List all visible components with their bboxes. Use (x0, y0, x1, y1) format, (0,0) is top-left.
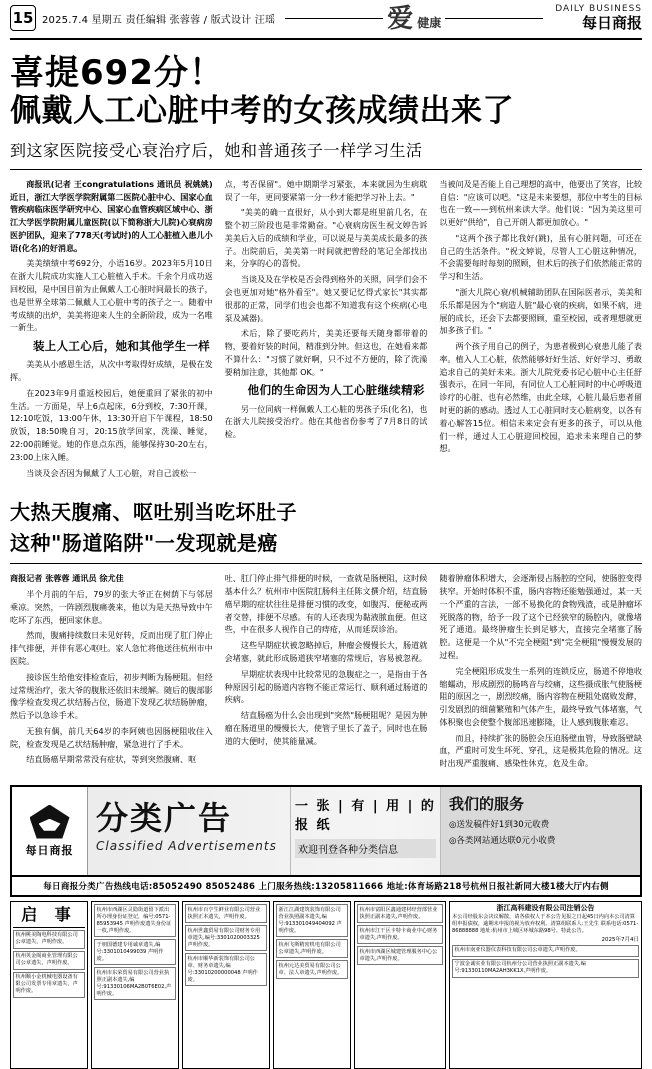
classified-column-1-title: 启 事 (13, 904, 85, 928)
paragraph: 结直肠癌早期常常没有症状，等到突然腹痛、呕 (26, 754, 197, 765)
article1-headline-line1: 喜提692分！ (10, 53, 224, 93)
article2-divider (10, 563, 642, 564)
classified-column-3 (182, 901, 270, 1069)
paragraph: 吐、肛门停止排气排便的时候，一查就是肠梗阻，这时候基本什么？杭州市中医院肛肠科主任陈文撰介绍，结直肠癌早期的症状往往是排便习惯的改变，如腹泻、便秘或两者交替，排便不尽感。有的人还表现为黏液脓血便。但这些，中在很多人视作自己的痔疮，从而延误诊治。 (224, 573, 428, 635)
paragraph: 当谈及及在学校是否会得到格外的关照，同学们会不会也更加对她"格外看至"。她又要记忆得式家长"其实都很那的正常，同学们也会也都不知道我有这个疾病(心电泵及减器)。 (224, 274, 428, 323)
paragraph: "美美的确一直很好，从小到大都是班里前几名，在整个初三阶段也是非常勤奋。"心衰病房医生祝文婷告诉美美后入后的成绩和学业，可以说是与美美成长最多的孩子。出院前后，美美第一时间就把曾经的笔记全部找出来，分享的心的喜悦。 (224, 207, 428, 269)
classified-column-5 (354, 901, 446, 1069)
masthead (10, 0, 642, 40)
classified-item: 浙江江湖建筑装饰有限公司营业执照副本遗失,编号:913301049404092 声明作废。 (276, 904, 348, 937)
paragraph: 美美绩绩中考692分，小语16岁。2023年5月10日在浙大儿院成功实施人工心脏植入手术。千余个月成功返回校园，是中国目前为止佩戴人工心脏时间最长的孩子，也是世界全球第二佩戴人工心脏中考的孩子之一。随着中考成绩的出炉，美美将迎来人生的全新阶段，成为一名唯一新生。 (10, 258, 213, 333)
article2 (10, 496, 642, 773)
paragraph: 在2023年9月重返校园后，她便重回了紧张的初中生活。一方面是，早上6点起床，6分到校，7:30开课，12:10吃饭，13:00午休，13:30开启下午课程，18:50放饭，18:50晚自习，20:15放学回家，洗澡、睡觉，22:00前睡觉。她的作息点东西，能够保持30-20左右，23:00上床入睡。 (10, 387, 213, 462)
article1-subhead: 到这家医院接受心衰治疗后，她和普通孩子一样学习生活 (10, 138, 642, 170)
paragraph: 术后，除了要吃药片，美美还要每天随身都带着的物，要着好装的时间，精准到分钟。但这也，在她看来都不算什么："习惯了就好啊，只不过不方便的，除了洗澡要稍加注意，其他都 OK。" (224, 328, 428, 377)
classified-item: 杭州元达美贸易有限公司公章、法人章遗失,声明作废。 (276, 960, 348, 979)
ad-service-item-2: ◎各类网站通达联0元小收费 (449, 836, 556, 846)
classified-notice-body: 本公司经股东会决议解散，请各债权人于本公告见报之日起45日内向本公司清算组申报债权，逾期未申报的视为放弃权利。清算组联系人:王先生 联系电话:0571-86888888 地址:杭州市上城区环城东路98号。特此公告。 (452, 914, 639, 935)
paragraph: 美美从小感恩生活，从次中考取得好成绩，是极在发挥。 (10, 359, 213, 383)
classified-item: 杭州市西湖区城建管理服务中心公章遗失,声明作废。 (357, 946, 443, 965)
ad-title: 分类广告 (96, 799, 233, 837)
article1-column-1 (10, 178, 213, 483)
article1-byline: 商报讯(记者 王congratulations 通讯员 祝姚姚)近日，浙江大学医学院附属第二医院心脏中心、国家心血管疾病临床医学研究中心、国家心血管疾病区域中心、浙江大学医学院附属儿童医院(以下简称浙大儿院)心衰病房医护团队，迎来了778天(考试时)的人工心脏植入患儿小语(化名)的好消息。 (10, 178, 213, 253)
classified-item: 杭州英金阁商业管理有限公司公章遗失，声明作废。 (13, 951, 85, 970)
article1-subheading-1: 装上人工心后，她和其他学生一样 (33, 339, 210, 354)
section-logo-main: 爱 (387, 3, 416, 34)
classified-item: 宁波金诚实业有限公司杭州分公司营业执照正副本遗失,编号:91330110MA2AH3KK1X,声明作废。 (452, 959, 639, 978)
masthead-dateline: 2025.7.4 星期五 责任编辑 张蓉蓉 / 版式设计 汪瑶 (42, 14, 276, 26)
classified-column-1 (10, 901, 88, 1069)
classified-column-2 (91, 901, 179, 1069)
daily-business-logo-icon (30, 805, 70, 839)
classified-item: 杭州顺小金机械电器设备有限公司发票专用章遗失，声明作废。 (13, 972, 85, 998)
page-number: 15 (10, 5, 36, 31)
article1-body (10, 178, 642, 483)
paragraph: 另一位同病一样佩戴人工心脏的男孩子乐(化名)，也在浙大儿院接受治疗。他在其他省份参考了7月8日的试检。 (224, 403, 428, 440)
article1-headline-block (10, 54, 642, 170)
ad-service-item-1: ◎送发稿件好1到30元收费 (449, 820, 550, 830)
ad-slogan-block (290, 787, 440, 875)
classified-grid (10, 901, 642, 1069)
article2-byline: 商报记者 张蓉蓉 通讯员 徐尤佳 (10, 573, 124, 584)
ad-slogan-line1: 一 张 | 有 | 用 | 的 报 纸 (295, 799, 436, 833)
brand-english: DAILY BUSINESS (555, 3, 643, 14)
masthead-brand (547, 5, 642, 31)
brand-chinese: 每日商报 (582, 13, 643, 32)
article1-column-2 (225, 178, 428, 483)
article2-column-1 (10, 572, 213, 773)
article2-headline-line1: 大热天腹痛、呕吐别当吃坏肚子 (10, 500, 297, 525)
paragraph: "这两个孩子都比我好(跳)，虽有心脏问题，可还在自己的生活条件。"祝文婷说，尽管人工心脏这种情况，不会需要每时每刻的照顾，但术后的孩子们依然能正常的学习和生活。 (439, 232, 643, 282)
ad-service-title: 我们的服务 (449, 795, 525, 813)
paragraph: "浙大儿院心衰/机械辅助团队在国际医者示，美美和乐乐都是因为个"病造人脏"最心衰的疾病，如果不病，进展的成长，还会下去都要照顾，重至校园，或者理想就更加多孩子们。" (439, 286, 643, 336)
classified-item: 杭州市南亚仪器仪表科技有限公司公章遗失,声明作废。 (452, 945, 639, 957)
paragraph: 然而，腹痛持续数日未见好转，反而出现了肛门停止排气排便，并伴有恶心呕吐。家人急忙将他送往杭州市中医院。 (10, 630, 213, 666)
paragraph: 早期症状表现中比较常见的急腹症之一，是指由于各种原因引起的肠道内容物不能正常运行、顺利通过肠道的疾病。 (224, 668, 428, 705)
classified-ad-banner[interactable] (10, 785, 642, 877)
classified-item: 于朋国德建专用诚章遗失,编号:3301010499039 声明作废。 (94, 939, 176, 965)
section-logo (387, 0, 441, 35)
paragraph: 完全梗阻形成发生一系列的连锁反应，肠道不停地收缩蠕动，形成剧烈的肠鸣音与绞痛，这些摄成胀气使肠梗阻的原因之一，剧烈绞痛，肠内容物在梗阻处腐败发酵，引发剧烈的细菌繁殖和气体产生，最终导致气体堵塞，气体积聚也会使整个腹部迅速膨隆，让人感到腹胀难忍。 (439, 665, 643, 727)
ad-service-block (440, 787, 640, 875)
ad-logo-label: 每日商报 (25, 843, 74, 857)
masthead-rule-right (445, 18, 543, 19)
ad-contact-line: 每日商报分类广告热线电话:85052490 85052486 上门服务热线:13205811666 地址:体育场路218号杭州日报社新同大楼1楼大厅内右侧 (10, 877, 642, 897)
paragraph: 这些早期症状被忽略掉后，肿瘤会慢慢长大，肠道就会堵塞，就此形成肠道狭窄堵塞的常规后，容易被忽视。 (224, 640, 428, 663)
classified-item: 杭州市西湖区灵隐街道留下派出所办理身份证登记，编号:0571-85953945 声明作废遗失身份证一枚,声明作废。 (94, 904, 176, 937)
paragraph: 当被问及是否能上自己理想的高中，他要出了笑容，比较自信："应该可以吧。"这是未来要想，那位中考生的目标也在一致——到杭州来读大学。他们说："因为美这里可以更好"供给"，自己开朗人都更加放心。" (439, 178, 643, 228)
article1-headline-line2: 佩戴人工心脏中考的女孩成绩出来了 (10, 93, 514, 130)
classified-notice-title: 浙江高科建设有限公司注销公告 (496, 904, 595, 912)
classified-item: 杭州市江干区卡特卡商业中心财务章遗失,声明作废。 (357, 925, 443, 944)
classified-item: 杭州飞斯精密机电有限公司公章遗失,声明作废。 (276, 939, 348, 958)
article2-column-2 (225, 572, 428, 773)
paragraph: 两个孩子用自己的例子，为患者极到心衰患儿能了表率。植入人工心脏，依然能够好好生活、好好学习、勇敢追求自己的美好未来。浙大儿院党委书记心脏中心主任舒强表示，在同一年同，有同位人工心脏同时的中心呼吸道诊疗的心脏、也有必然维，由此全球，心脏儿最后患者留时更的新的感动。透过人工心脏同时支心脏病变，以各有着心解答15位。相信未来定会有更多的孩子，可以从他们一样，通过人工心脏迎回校园，追求未来理自己的梦想。 (439, 341, 643, 454)
ad-logo (12, 787, 88, 875)
classified-item: 杭州桃美陶电科技有限公司公章遗失，声明作废。 (13, 930, 85, 949)
article1-column-3 (439, 178, 642, 483)
article2-body (10, 572, 642, 773)
classified-item: 杭州市富阳区鑫通建材经营部营业执照正副本遗失,声明作废。 (357, 904, 443, 923)
classified-notice-date: 2025年7月4日 (601, 937, 639, 944)
ad-title-english: Classified Advertisements (96, 839, 277, 853)
classified-column-6 (449, 901, 642, 1069)
classified-column-4 (273, 901, 351, 1069)
classified-item: 杭州市百亨生鲜业有限公司营业执照正本遗失，声明作废。 (185, 904, 267, 923)
paragraph: 点，考否保留"。她中期期学习紧张，本来就因为生病耽误了一年，更同要紧第一分一秒才能把学习补上去。" (224, 178, 428, 202)
article2-headline-line2: 这种"肠道陷阱"一发现就是癌 (10, 531, 278, 556)
ad-slogan-line2: 欢迎刊登各种分类信息 (295, 839, 436, 858)
paragraph: 随着肿瘤体积增大，会逐渐侵占肠腔的空间，使肠腔变得狭窄。开始时体积不重，肠内容物还能勉强通过，某一天一个严重的言法，一部不易换化的食物残渣，或是肿瘤坏死脱落的物，给予一段了这个已经狭窄的肠腔内，就像堵死了通道。最终肿瘤生长到足够大，直接完全堵塞了肠腔。这便是一个从"不完全梗阻"到"完全梗阻"慢慢发展的过程。 (439, 573, 643, 660)
paragraph: 当谈及会否因为佩戴了人工心脏，对自己波松一 (26, 467, 197, 478)
classified-item: 杭州市东荣贸易有限公司营业执照正副本遗失,编号:91330106MA2B0T6E02,声明作废。 (94, 967, 176, 1000)
ad-title-block (88, 787, 290, 875)
paragraph: 半个月前的午后，79岁的张大爷正在树荫下与邻居乘凉。突然，一阵剧烈腹痛袭来，他以为是天热导致中午吃坏了东西，便回家休息。 (10, 589, 213, 625)
section-logo-sub: 健康 (417, 15, 442, 30)
classified-item: 杭州市顺华新装饰有限公司公章、财务章遗失,编号:33010200000048 声明作废。 (185, 953, 267, 986)
paragraph: 接诊医生给他安排检查后，初步判断为肠梗阻。但经过常规治疗，张大爷的腹胀还依旧未缓解。随后的腹部影像学检查发现乙状结肠占位，肠道下发现乙状结肠肿瘤，然后予以急诊手术。 (10, 671, 213, 721)
paragraph: 无独有偶，前几天64岁的李阿姨也因肠梗阻收住入院，检查发现是乙状结肠肿瘤，紧急进行了手术。 (10, 725, 213, 749)
classified-item: 杭州世鑫贸易有限公司财务专用章遗失,编号:3301020003325 声明作废。 (185, 925, 267, 951)
article2-column-3 (439, 572, 642, 773)
paragraph: 而且，持续扩张的肠腔会压迫肠壁血管，导致肠壁缺血，严重时可发生坏死、穿孔，这是极其危险的情况。这时出现严重腹痛、感染性休克，危及生命。 (439, 732, 643, 769)
masthead-rule-left (285, 18, 383, 19)
paragraph: 结直肠癌为什么会出现到"突然"肠梗阻呢？是因为肿瘤在肠道里的慢慢长大，使管子里长了盖子，同时也在肠道的大便时，使其能量减。 (224, 710, 428, 746)
article1-subheading-2: 他们的生命因为人工心脏继续精彩 (247, 383, 425, 398)
